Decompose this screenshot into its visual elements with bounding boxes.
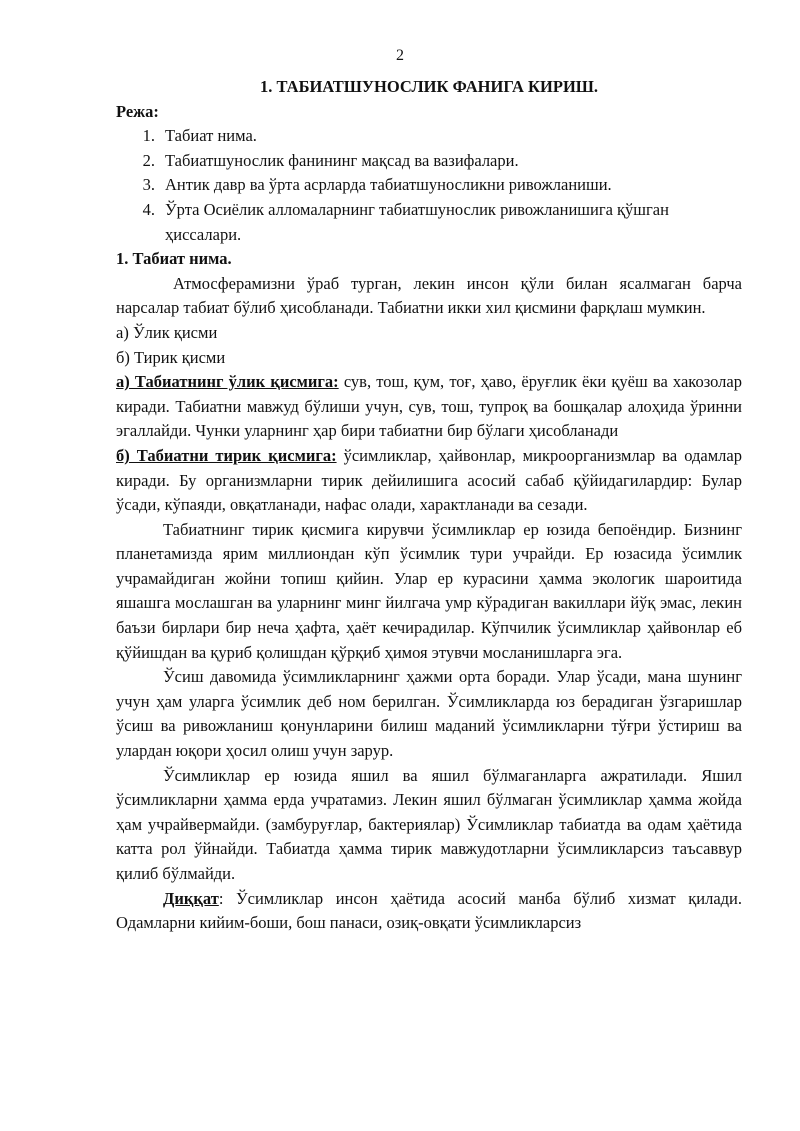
plan-item-text: Антик давр ва ўрта асрларда табиатшуносликни ривожланиши. [165, 175, 612, 195]
nonliving-term: а) Табиатнинг ўлик қисмига: [116, 372, 339, 392]
plan-item-number: 1. [142, 126, 155, 146]
plan-item-text: Табиатшунослик фанининг мақсад ва вазифалари. [165, 150, 519, 170]
part-item-b: б) Тирик қисми [116, 347, 226, 367]
plan-item [116, 149, 742, 174]
plan-item [116, 124, 742, 149]
living-term: б) Табиатни тирик қисмига: [116, 445, 337, 465]
attention-text: : Ўсимликлар инсон ҳаётида асосий манба бўлиб хизмат қилади. Одамларни кийим-боши, бош панаси, озиқ-овқати ўсимликларсиз [116, 888, 742, 933]
chapter-title: 1. ТАБИАТШУНОСЛИК ФАНИГА КИРИШ. [259, 77, 599, 96]
green-plants-paragraph: Ўсимликлар ер юзида яшил ва яшил бўлмаганларга ажратилади. Яшил ўсимликларни ҳамма ерда учратамиз. Лекин яшил бўлмаган ўсимликлар ҳамма жойда ҳам учрайвермайди. (замбуруғлар, бактериялар) Ўсимликлар табиатда ва одам ҳаётида катта рол ўйнайди. Табиатда ҳамма тирик мавжудотларни ўсимликларсиз таъсаввур қилиб бўлмайди. [116, 765, 742, 883]
plan-item-number: 4. [142, 199, 155, 219]
plan-item-number: 2. [142, 150, 155, 170]
plan-list [116, 124, 742, 247]
plan-item-text: Ўрта Осиёлик алломаларнинг табиатшунослик ривожланишига қўшган ҳиссалари. [165, 199, 669, 244]
part-item-a: а) Ўлик қисми [116, 322, 218, 342]
plan-item [116, 198, 742, 247]
intro-paragraph: Атмосферамизни ўраб турган, лекин инсон қўли билан ясалмаган барча нарсалар табиат бўлиб ҳисобланади. Табиатни икки хил қисмини фарқлаш мумкин. [116, 273, 742, 318]
living-paragraph [116, 444, 742, 518]
growth-paragraph: Ўсиш давомида ўсимликларнинг ҳажми орта боради. Улар ўсади, мана шунинг учун ҳам уларга ўсимлик деб ном берилган. Ўсимликларда юз берадиган ўзгаришлар ўсиш ва ривожланиш қонунларини билиш маданий ўсимликларни тўғри ўстириш ва улардан юқори ҳосил олиш учун зарур. [116, 667, 742, 761]
nonliving-text: сув, тош, қум, тоғ, ҳаво, ёруғлик ёки қуёш ва хакозолар киради. Табиатни мавжуд бўлиши учун, сув, тош, тупроқ ва бошқалар алоҳида ўринни эгаллайди. Чунки уларнинг ҳар бири табиатни бир бўлаги ҳисобланади [116, 372, 742, 441]
plan-item [116, 173, 742, 198]
plants-paragraph: Табиатнинг тирик қисмига кирувчи ўсимликлар ер юзида бепоёндир. Бизнинг планетамизда ярим миллиондан кўп ўсимлик тури учрайди. Ер юзасида ўсимлик учрамайдиган жойни топиш қийин. Улар ер курасини ҳамма экологик шароитида яшашга мослашган ва уларнинг минг йилгача умр кўрадиган вакиллари йўқ эмас, лекин баъзи бирлари бир неча ҳафта, ҳаёт кечирадилар. Кўпчилик ўсимликлар ҳайвонлар еб қўйишдан ва қуриб қолишдан қўрқиб ҳимоя этувчи мосланишларга эга. [116, 519, 742, 662]
plan-item-text: Табиат нима. [165, 126, 257, 146]
plan-heading: Режа: [116, 101, 159, 121]
nonliving-paragraph [116, 370, 742, 444]
section-heading: 1. Табиат нима. [116, 249, 232, 269]
living-text: ўсимликлар, ҳайвонлар, микроорганизмлар ва одамлар киради. Бу организмларни тирик дейилишига асосий сабаб қўйидагилардир: Булар ўсади, кўпаяди, овқатланади, нафас олади, характланади ва сезади. [116, 445, 742, 515]
plan-item-number: 3. [142, 175, 155, 195]
page-content [116, 75, 742, 936]
page-number: 2 [396, 47, 404, 64]
attention-term: Диққат [163, 888, 219, 908]
attention-paragraph [116, 887, 742, 936]
